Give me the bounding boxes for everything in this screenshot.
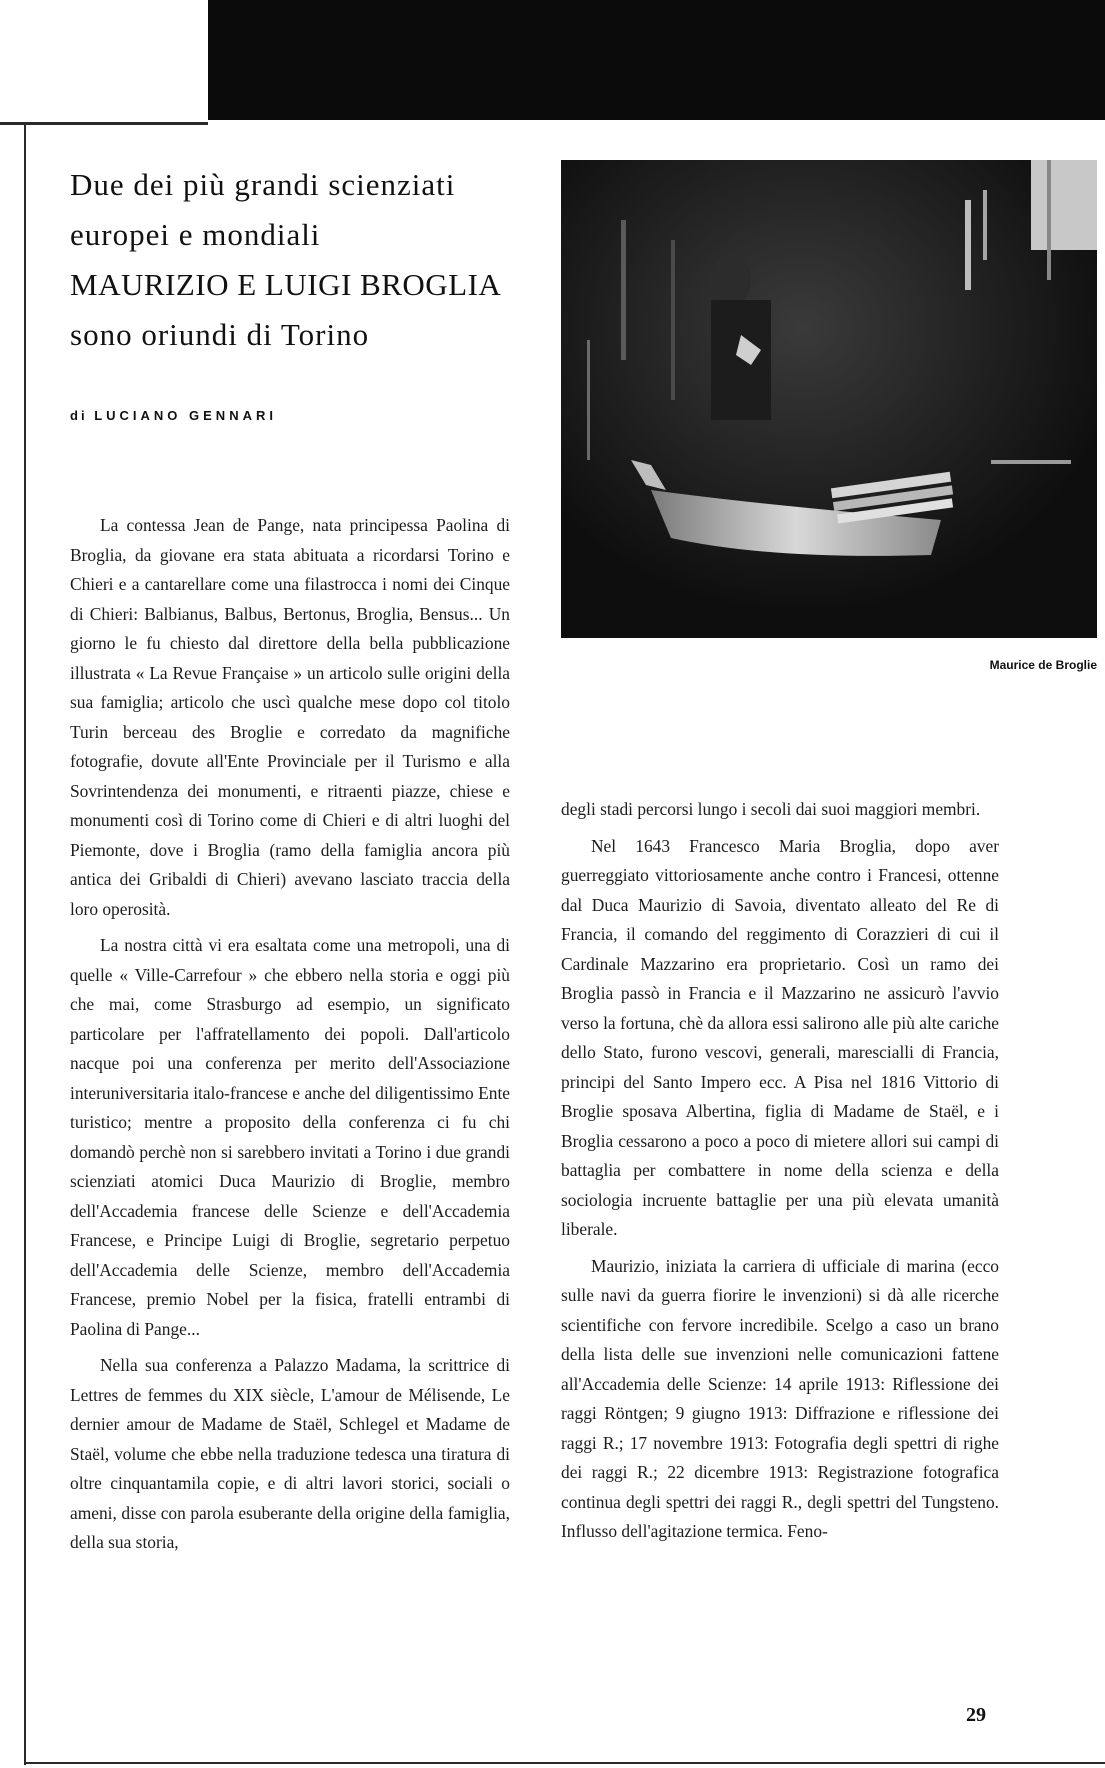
paragraph: Nella sua conferenza a Palazzo Madama, la scrittrice di Lettres de femmes du XIX siècle, L'amour de Mélisende, Le dernier amour de Madame de Staël, Schlegel et Madame de Staël, volume che ebbe nella traduzione tedesca una tiratura di oltre cinquantamila copie, e di altri lavori storici, sociali o ameni, disse con parola esuberante della origine della famiglia, della sua storia, [70,1355,510,1552]
photo-maurice-de-broglie [561,160,1097,638]
text-column-left [70,511,510,1565]
bottom-rule [24,1762,1105,1764]
paragraph: Maurizio, iniziata la carriera di ufficiale di marina (ecco sulle navi da guerra fiorire le invenzioni) si dà alle ricerche scientifiche con fervore incredibile. Scelgo a caso un brano della lista delle sue invenzioni nelle comunicazioni fattene all'Accademia delle Scienze: 14 aprile 1913: Riflessione dei raggi Röntgen; 9 giugno 1913: Diffrazione e riflessione dei raggi R.; 17 novembre 1913: Fotografia degli spettri di righe dei raggi R.; 22 dicembre 1913: Registrazione fotografica continua degli spettri dei raggi R., degli spettri del Tungsteno. Influsso dell'agitazione termica. Feno- [561,1255,999,1541]
page-number: 29 [966,1704,986,1726]
left-rule [24,125,26,1765]
top-rule [0,122,208,125]
paragraph: degli stadi percorsi lungo i secoli dai suoi maggiori membri. [561,799,981,819]
title-line-2: europei e mondiali [70,217,321,252]
photo-image [561,160,1097,638]
paragraph: La contessa Jean de Pange, nata principessa Paolina di Broglia, da giovane era stata abituata a ricordarsi Torino e Chieri e a cantarellare come una filastrocca i nomi dei Cinque di Chieri: Balbianus, Balbus, Bertonus, Broglia, Bensus... Un giorno le fu chiesto dal direttore della bella pubblicazione illustrata « La Revue Française » un articolo sulle origini della sua famiglia; articolo che uscì qualche mese dopo col titolo Turin berceau des Broglie e corredato da magnifiche fotografie, dovute all'Ente Provinciale per il Turismo e alla Sovrintendenza dei monumenti, e ritraenti piazze, chiese e monumenti così di Torino come di Chieri e di altri luoghi del Piemonte, dove i Broglia (ramo della famiglia ancora più antica dei Gribaldi di Chieri) avevano lasciato traccia della loro operosità. [70,515,510,919]
title-line-4: sono oriundi di Torino [70,317,370,352]
text-column-right [561,795,999,1554]
article-title [70,160,550,360]
byline [70,408,277,423]
paragraph: Nel 1643 Francesco Maria Broglia, dopo aver guerreggiato vittoriosamente anche contro i Francesi, ottenne dal Duca Maurizio di Savoia, diventato alleato del Re di Francia, il comando del reggimento di Corazzieri di cui il Cardinale Mazzarino era proprietario. Così un ramo dei Broglia passò in Francia e il Mazzarino ne assicurò l'avvio verso la fortuna, chè da allora essi salirono alle più alte cariche dello Stato, furono vescovi, generali, marescialli di Francia, principi del Santo Impero ecc. A Pisa nel 1816 Vittorio di Broglie sposava Albertina, figlia di Madame de Staël, e i Broglia cessarono a poco a poco di mietere allori sui campi di battaglia per combattere in nome della scienza e della sociologia incruente battaglie per una più elevata umanità liberale. [561,835,999,1239]
top-black-band [208,0,1105,120]
photo-caption: Maurice de Broglie [989,658,1097,672]
title-line-1: Due dei più grandi scienziati [70,167,456,202]
byline-prefix: di [70,408,88,423]
byline-author: LUCIANO GENNARI [94,408,277,423]
paragraph: La nostra città vi era esaltata come una metropoli, una di quelle « Ville-Carrefour » che ebbero nella storia e oggi più che mai, come Strasburgo ad esempio, un significato particolare per l'affratellamento dei popoli. Dall'articolo nacque poi una conferenza per merito dell'Associazione interuniversitaria italo-francese e anche del diligentissimo Ente turistico; mentre a proposito della conferenza ci fu chi domandò perchè non si sarebbero invitati a Torino i due grandi scienziati atomici Duca Maurizio di Broglie, membro dell'Accademia francese delle Scienze e dell'Accademia Francese, e Principe Luigi di Broglie, segretario perpetuo dell'Accademia delle Scienze, membro dell'Accademia Francese, premio Nobel per la fisica, fratelli entrambi di Paolina di Pange... [70,935,510,1339]
title-line-3: MAURIZIO E LUIGI BROGLIA [70,267,502,302]
